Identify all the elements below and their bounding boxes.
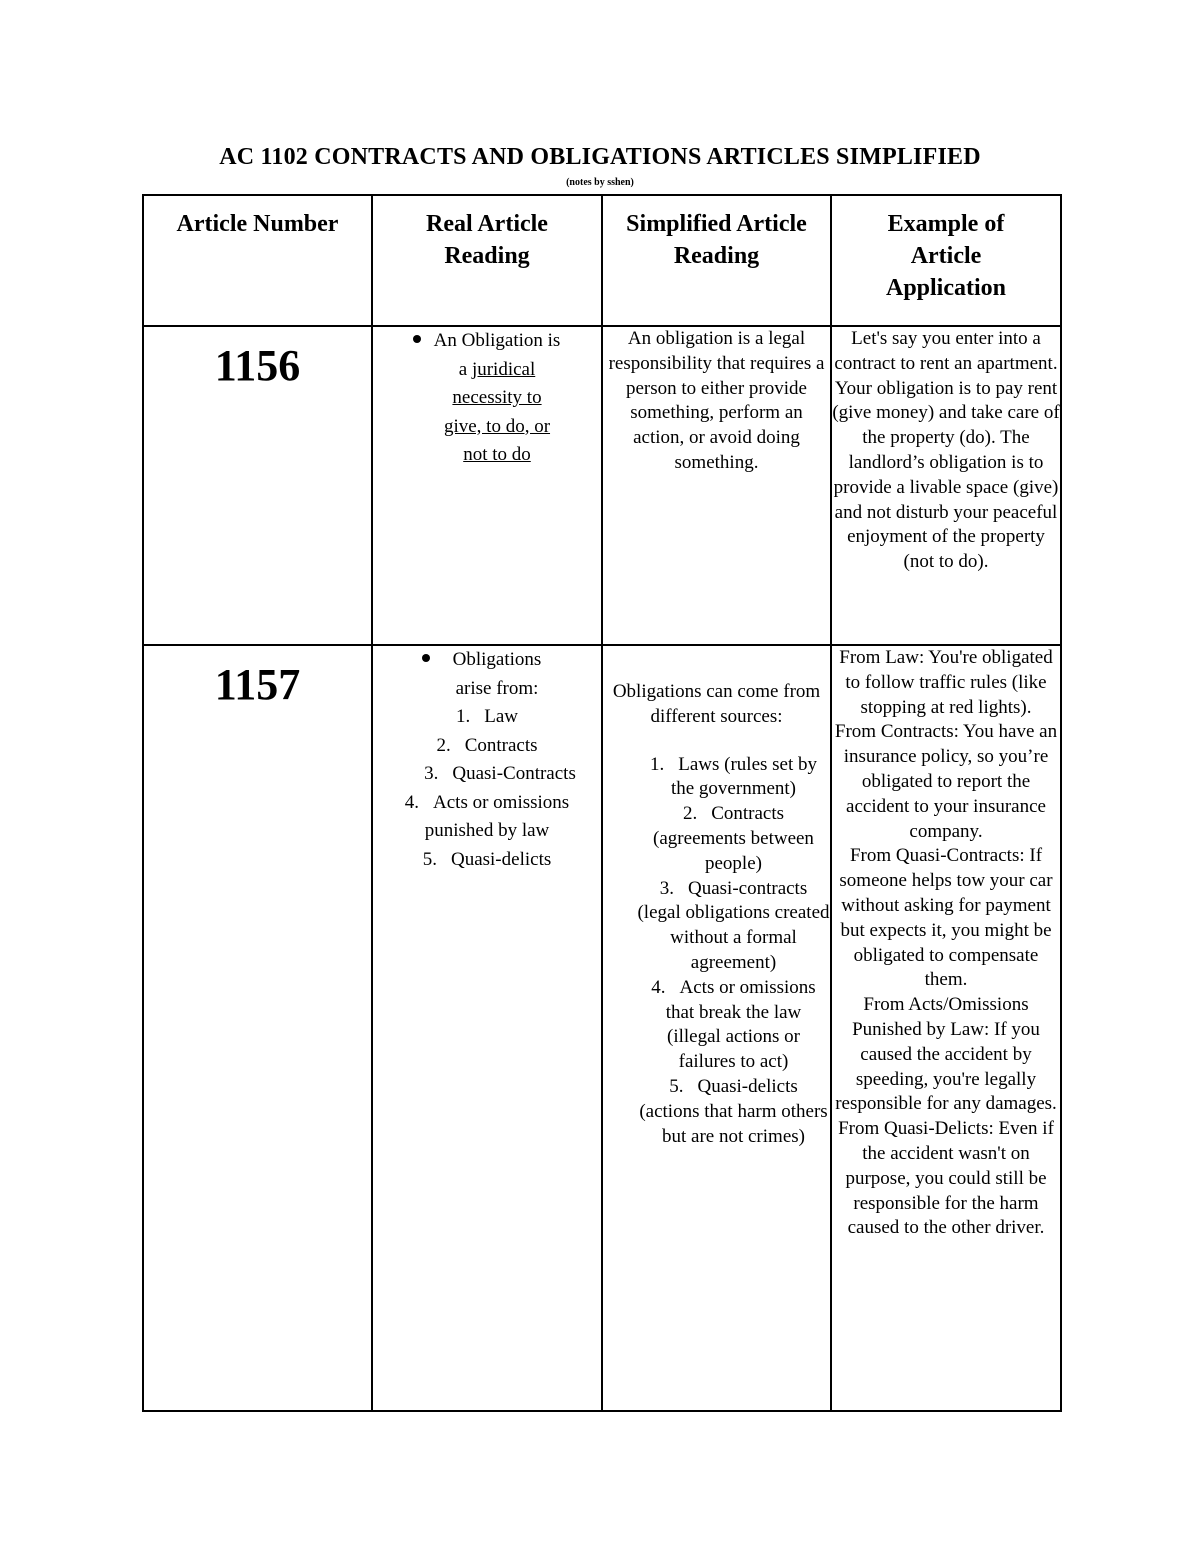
list-item [373,846,601,875]
list-item-text: Law [484,706,518,727]
real-reading-underlined: juridical necessity to give, to do, or not to do [443,358,551,465]
simplified-reading-text: An obligation is a legal responsibility that requires a person to either provide something, perform an action, or avoid doing something. [608,328,825,473]
list-marker: 4. [651,976,666,998]
list-marker: 2. [436,734,451,756]
article-number: 1156 [214,341,301,390]
list-marker: 3. [424,763,439,784]
header-article-number: Article Number [143,195,372,326]
list-item [373,732,601,761]
simplified-reading-cell [602,326,831,645]
bullet-item [373,646,601,703]
list-item-text: Contracts (agreements between people) [653,803,814,874]
list-item [603,1075,830,1149]
header-example-text: Example of Article Application [885,211,1007,301]
real-reading-cell [372,326,602,645]
list-item-text: Laws (rules set by the government) [670,753,818,800]
list-marker: 2. [682,803,698,825]
list-item [603,753,830,803]
simplified-reading-list [603,753,830,1150]
header-example [831,195,1061,326]
bullet-item [373,327,601,470]
article-number-cell [143,326,372,645]
list-item-text: Quasi-contracts (legal obligations created without a formal agreement) [637,877,830,973]
list-item [373,703,601,732]
example-paragraph: From Law: You're obligated to follow traffic rules (like stopping at red lights). [839,647,1053,718]
list-item [603,802,830,876]
articles-table [142,194,1062,1412]
list-item-text: Quasi-delicts (actions that harm others but are not crimes) [639,1075,828,1147]
list-marker: 1. [455,706,471,727]
header-real-reading-text: Real Article Reading [426,211,548,269]
list-item-text: Quasi-delicts [450,848,552,870]
header-simplified-reading: Simplified Article Reading [602,195,831,326]
example-paragraph: From Contracts: You have an insurance policy, so you’re obligated to report the accident to your insurance company. [834,721,1058,842]
header-real-reading [372,195,602,326]
list-item [373,760,601,789]
list-item [603,877,830,976]
example-paragraph: From Quasi-Contracts: If someone helps tow your car without asking for payment but expects it, you might be obligated to compensate them. [839,845,1053,991]
list-item-text: Contracts [464,734,538,756]
article-number-cell [143,645,372,1411]
list-item-text: Acts or omissions punished by law [424,791,570,841]
document-title: AC 1102 CONTRACTS AND OBLIGATIONS ARTICLES SIMPLIFIED [219,144,981,170]
article-number: 1157 [214,660,301,709]
list-item [603,976,830,1075]
table-row [143,645,1061,1411]
real-reading-cell [372,645,602,1411]
real-reading-lead: An Obligation is a [433,330,561,380]
simplified-reading-cell [602,645,831,1411]
list-marker: 3. [659,877,674,899]
bullet-icon [422,654,430,662]
list-marker: 1. [649,753,665,775]
document-subtitle: (notes by sshen) [566,177,634,188]
example-cell [831,645,1061,1411]
example-paragraph: From Quasi-Delicts: Even if the accident wasn't on purpose, you could still be responsible for the harm caused to the other driver. [838,1118,1054,1239]
list-marker: 5. [669,1075,684,1097]
list-item [373,789,601,846]
real-reading-text [433,327,561,470]
list-item-text: Acts or omissions that break the law (illegal actions or failures to act) [665,976,816,1073]
example-paragraph: From Acts/Omissions Punished by Law: If you caused the accident by speeding, you're legally responsible for any damages. [835,994,1057,1115]
table-header-row [143,195,1061,326]
example-text: Let's say you enter into a contract to rent an apartment. Your obligation is to pay rent (give money) and take care of the property (do). The landlord’s obligation is to provide a livable space (give) and not disturb your peaceful enjoyment of the property (not to do). [832,328,1060,573]
list-marker: 4. [404,791,420,813]
list-marker: 5. [422,848,437,870]
example-cell [831,326,1061,645]
real-reading-list [373,703,601,874]
table-row [143,326,1061,645]
list-item-text: Quasi-Contracts [452,763,576,784]
bullet-icon [413,335,421,343]
simplified-reading-lead: Obligations can come from different sources: [612,681,821,727]
real-reading-lead: Obligations arise from: [452,649,542,699]
